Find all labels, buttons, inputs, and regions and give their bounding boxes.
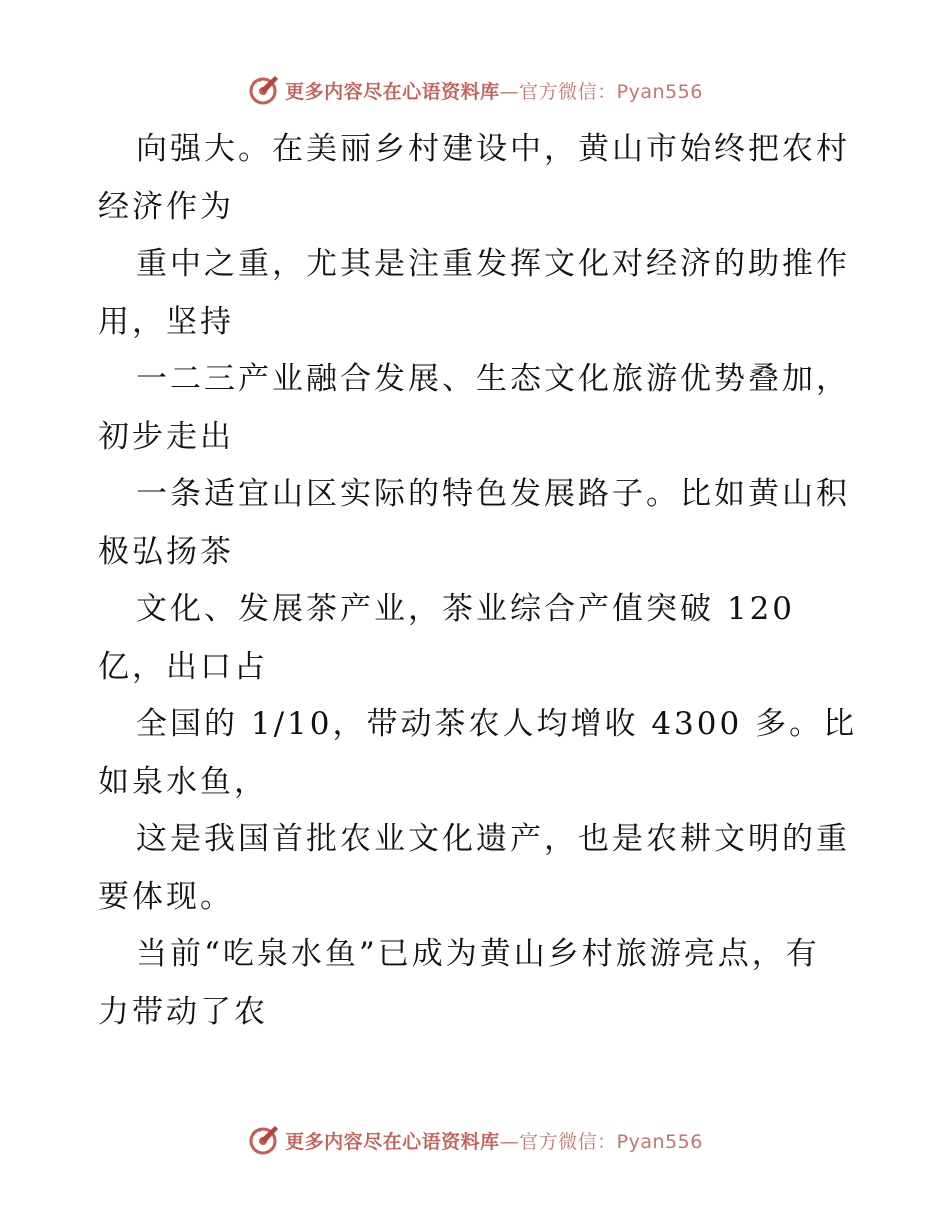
text-line: 极弘扬茶: [98, 533, 234, 570]
header-watermark-text: 更多内容尽在心语资料库—官方微信：Pyan556: [285, 80, 703, 103]
footer-watermark-banner: [0, 1120, 950, 1160]
text-line: 经济作为: [98, 188, 234, 225]
header-watermark-banner: [0, 70, 950, 110]
text-line: 全国的 1/10，带动茶农人均增收 4300 多。比: [136, 706, 858, 742]
text-line: 用，坚持: [98, 303, 234, 340]
pen-circle-logo-icon: [247, 73, 281, 107]
text-line: 初步走出: [98, 418, 234, 455]
text-line: 向强大。在美丽乡村建设中，黄山市始终把农村: [136, 131, 850, 167]
pen-circle-logo-icon: [247, 1123, 281, 1157]
document-body: [98, 121, 858, 1041]
text-line: 力带动了农: [98, 993, 268, 1030]
footer-watermark-text: 更多内容尽在心语资料库—官方微信：Pyan556: [285, 1130, 703, 1153]
text-line: 重中之重，尤其是注重发挥文化对经济的助推作: [136, 246, 850, 282]
text-line: 文化、发展茶产业，茶业综合产值突破 120: [136, 591, 796, 627]
text-line: 一二三产业融合发展、生态文化旅游优势叠加，: [136, 361, 850, 397]
text-line: 如泉水鱼，: [98, 763, 268, 800]
text-line: 要体现。: [98, 878, 234, 915]
text-line: 这是我国首批农业文化遗产，也是农耕文明的重: [136, 821, 850, 857]
text-line: 亿，出口占: [98, 648, 268, 685]
text-line: 当前“吃泉水鱼”已成为黄山乡村旅游亮点，有: [136, 936, 820, 972]
text-line: 一条适宜山区实际的特色发展路子。比如黄山积: [136, 476, 850, 512]
